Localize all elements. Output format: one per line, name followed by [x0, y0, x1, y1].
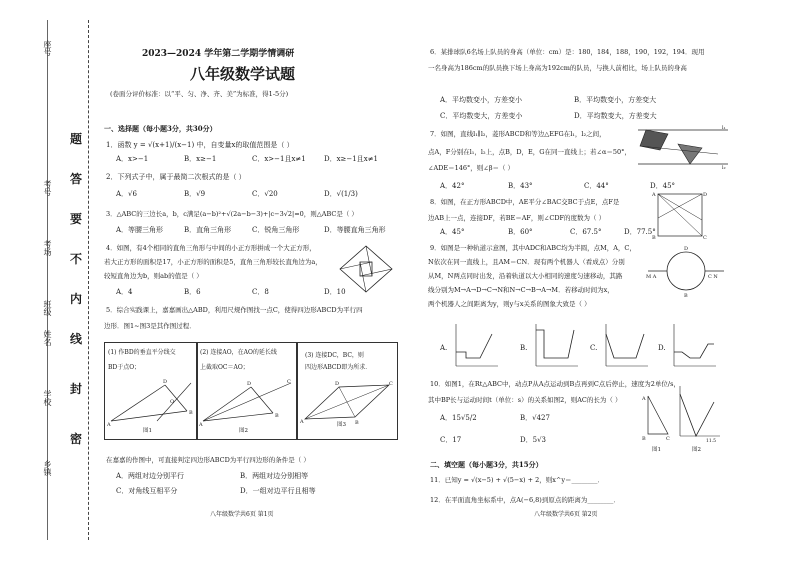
svg-text:A: A [199, 422, 203, 427]
q4-option-a: A．4 [116, 288, 133, 296]
section-fill-in: 二、填空题（每小题3分，共15分） [430, 460, 543, 469]
svg-text:D: D [247, 381, 252, 387]
q4-figure [338, 244, 394, 294]
q5-option-b: B．两组对边分别相等 [240, 472, 309, 480]
q1-option-b: B．x≥−1 [184, 155, 217, 163]
q9-graph-a [452, 322, 500, 370]
svg-text:B: B [652, 235, 656, 240]
svg-text:C: C [703, 235, 707, 240]
q5-option-a: A．两组对边分别平行 [116, 472, 185, 480]
label-town: 乡镇 [43, 460, 52, 476]
q2-option-a: A．√6 [116, 190, 137, 198]
svg-text:A: A [642, 396, 646, 402]
q7-option-c: C．44° [584, 182, 609, 190]
svg-text:B: B [275, 413, 279, 419]
seal-char-8: 密 [70, 432, 83, 446]
svg-text:l₂: l₂ [722, 165, 726, 170]
page-1-footer: 八年级数学共6页 第1页 [210, 511, 274, 518]
q10-line-2: 其中BP长与运动时间t（单位：s）的关系如图2，则AC的长为（ ） [428, 396, 622, 404]
svg-text:D: D [163, 379, 168, 385]
q7-option-d: D．45° [650, 182, 676, 190]
q6-option-c: C．平均数变大，方差变小 [440, 112, 523, 120]
svg-text:C: C [666, 436, 670, 442]
q9-option-b-label: B. [520, 344, 528, 352]
q7-line-2: 点A，F分别在l₁，l₂上，点B，D，E，G在同一直线上；若∠α＝50°， [428, 148, 631, 156]
q8-line-2: 边AB上一点，连接DF，若BE＝AF，则∠CDF的度数为（ ） [428, 214, 606, 222]
svg-text:B: B [684, 293, 688, 298]
svg-text:l₁: l₁ [722, 125, 726, 131]
q7-line-3: ∠ADE＝146°，则∠β＝（ ） [428, 164, 515, 172]
construction-box-2 [196, 342, 298, 440]
svg-text:M A: M A [646, 274, 657, 280]
q5-ask: 在嘉嘉的作图中，可直接判定四边形ABCD为平行四边形的条件是（ ） [106, 456, 310, 464]
q6-line-1: 6．某排球队6名场上队员的身高（单位：cm）是：180，184，188，190，192，194．现用 [430, 48, 705, 56]
q3-option-c: C．锐角三角形 [252, 226, 300, 234]
q8-line-1: 8．如图，在正方形ABCD中，AE平分∠BAC交BC于点E，点F是 [430, 198, 620, 206]
svg-text:D: D [335, 381, 340, 387]
svg-text:D: D [703, 192, 708, 198]
q7-option-a: A．42° [440, 182, 465, 190]
label-name: 姓名 [43, 330, 52, 346]
q7-figure [638, 124, 728, 170]
q9-graph-c [602, 322, 650, 370]
exam-subtitle: 八年级数学试题 [190, 65, 296, 83]
q4-line-2: 若大正方形的面积是17，小正方形的面积是5，直角三角形较长直角边为a， [104, 258, 322, 266]
q9-line-2: N依次在同一直线上，且AM＝CN．现有两个机器人（看成点）分别 [428, 258, 625, 266]
q9-option-a-label: A. [440, 344, 448, 352]
q11-stem: 11．已知y = √(x−5) + √(5−x) + 2，则x^y＝________． [430, 476, 605, 484]
q10-figure-1 [642, 392, 672, 442]
label-class: 班级 [43, 300, 52, 316]
q8-option-c: C．67.5° [570, 228, 602, 236]
q9-graph-b [532, 322, 580, 370]
seal-char-3: 要 [70, 212, 83, 226]
q4-option-b: B．6 [184, 288, 201, 296]
score-note: (卷面分评价标准：以“平、匀、净、齐、美”为标准，得1-5分) [110, 90, 289, 98]
q3-option-a: A．等腰三角形 [116, 226, 164, 234]
section-choice: 一、选择题（每小题3分，共30分） [104, 124, 217, 133]
label-exam-no: 考号 [43, 180, 52, 196]
figure-2-caption: 图2 [239, 428, 248, 434]
box1-line-1: (1) 作BD的垂直平分线交 [108, 349, 176, 356]
q9-option-c-label: C. [590, 344, 598, 352]
q4-option-c: C．8 [252, 288, 269, 296]
q7-line-1: 7．如图，直线l₁∥l₂，菱形ABCD和等边△EFG在l₁，l₂之间， [430, 130, 606, 138]
q5-option-d: D．一组对边平行且相等 [240, 487, 316, 495]
seal-char-4: 不 [70, 252, 83, 266]
box3-line-1: (3) 连接DC，BC，则 [305, 352, 364, 359]
q9-track-figure [646, 244, 726, 298]
figure-3 [299, 379, 395, 425]
q2-stem: 2．下列式子中，属于最简二次根式的是（ ） [106, 173, 246, 181]
q10-figure-1-caption: 图1 [652, 447, 661, 453]
exam-title: 2023—2024 学年第二学期学情调研 [142, 49, 295, 59]
q8-option-a: A．45° [440, 228, 465, 236]
page-1 [100, 0, 410, 562]
box1-line-2: BD于点O； [108, 364, 141, 371]
seal-char-6: 线 [70, 332, 83, 346]
q6-option-a: A．平均数变小，方差变小 [440, 96, 523, 104]
q6-option-b: B．平均数变小，方差变大 [574, 96, 657, 104]
binding-margin [0, 0, 100, 562]
q6-line-2: 一名身高为186cm的队员换下场上身高为192cm的队员，与换人前相比，场上队员的身高 [428, 64, 687, 72]
label-seat-no: 座号 [43, 40, 52, 56]
q10-option-c: C．17 [440, 436, 462, 444]
svg-text:C N: C N [708, 274, 718, 280]
q10-option-d: D．5√3 [520, 436, 546, 444]
q1-option-d: D．x≥−1且x≠1 [324, 155, 379, 163]
construction-box-1 [104, 342, 198, 440]
q3-option-b: B．直角三角形 [184, 226, 232, 234]
binding-line [88, 20, 89, 540]
q5-line-2: 边形．图1~图3是其作图过程． [104, 322, 196, 330]
seal-char-5: 内 [70, 292, 83, 306]
figure-2 [199, 377, 295, 427]
label-school: 学校 [43, 390, 52, 406]
q2-option-c: C．√20 [252, 190, 278, 198]
q12-stem: 12．在平面直角坐标系中，点A(−6,8)到原点的距离为________． [430, 496, 620, 504]
svg-text:B: B [189, 410, 193, 416]
q1-option-a: A．x>−1 [116, 155, 149, 163]
svg-text:B: B [355, 420, 359, 425]
q9-line-5: 两个机器人之间距离为y，则y与x关系的图象大致是（ ） [428, 300, 591, 308]
q2-option-b: B．√9 [184, 190, 206, 198]
q1-option-c: C．x>−1且x≠1 [252, 155, 306, 163]
svg-text:A: A [300, 419, 304, 425]
q9-line-3: 从M，N两点同时出发，沿着轨道以大小相同的速度匀速移动，其路 [428, 272, 623, 280]
svg-text:11.5: 11.5 [706, 439, 717, 442]
q6-option-d: D．平均数变大，方差变大 [574, 112, 657, 120]
svg-text:B: B [642, 436, 646, 442]
q3-stem: 3．△ABC的三边长a，b，c满足(a−b)²+√(2a−b−3)+|c−3√2|=0，则△ABC是（ ） [106, 210, 358, 218]
q8-option-b: B．60° [508, 228, 533, 236]
q7-option-b: B．43° [508, 182, 533, 190]
q10-line-1: 10．如图1，在Rt△ABC中，动点P从A点运动到B点再到C点后停止，速度为2单位/s， [430, 380, 680, 388]
seal-char-2: 答 [70, 172, 83, 186]
q4-line-3: 较短直角边为b，则ab的值是（ ） [104, 272, 203, 280]
q5-option-c: C．对角线互相平分 [116, 487, 178, 495]
svg-text:D: D [684, 246, 689, 252]
svg-text:C: C [287, 379, 291, 385]
q1-stem: 1．函数 y = √(x+1)/(x−1) 中，自变量x的取值范围是（ ） [106, 141, 294, 149]
box2-line-2: 上截取OC＝AO； [200, 364, 249, 371]
q9-graph-d [670, 322, 718, 370]
q9-line-1: 9．如图是一种轨道示意图，其中ADC和ABC均为半圆，点M，A，C， [430, 244, 636, 252]
seal-char-1: 题 [70, 132, 83, 146]
q4-option-d: D．10 [324, 288, 346, 296]
q10-figure-2 [676, 384, 722, 442]
q5-line-1: 5．综合实践课上，嘉嘉画出△ABD，利用尺规作图找一点C，使得四边形ABCD为平行四 [106, 306, 363, 314]
q9-line-4: 线分别为M→A→D→C→N和N→C→B→A→M．若移动时间为x， [428, 286, 614, 294]
q9-option-d-label: D. [658, 344, 666, 352]
box3-line-2: 四边形ABCD即为所求． [305, 364, 372, 371]
box2-line-1: (2) 连接AO，在AO的延长线 [200, 349, 277, 356]
svg-text:A: A [107, 422, 111, 427]
construction-box-3 [296, 342, 398, 440]
svg-text:O: O [170, 399, 175, 405]
q10-option-a: A．15√5/2 [440, 414, 477, 422]
q4-line-1: 4．如图，有4个相同的直角三角形与中间的小正方形拼成一个大正方形， [106, 244, 316, 252]
svg-text:A: A [652, 192, 656, 198]
figure-1 [107, 377, 195, 427]
seal-char-7: 封 [70, 382, 83, 396]
q8-figure [652, 190, 708, 240]
page-2 [424, 0, 790, 562]
q10-figure-2-caption: 图2 [692, 447, 701, 453]
q10-option-b: B．√427 [520, 414, 550, 422]
svg-text:C: C [389, 381, 393, 387]
label-exam-room: 考场 [43, 240, 52, 256]
q2-option-d: D．√(1/3) [324, 190, 358, 198]
figure-1-caption: 图1 [143, 428, 152, 434]
q8-option-d: D．77.5° [624, 228, 656, 236]
page-2-footer: 八年级数学共6页 第2页 [534, 511, 598, 518]
figure-3-caption: 图3 [337, 422, 346, 428]
q3-option-d: D．等腰直角三角形 [324, 226, 386, 234]
